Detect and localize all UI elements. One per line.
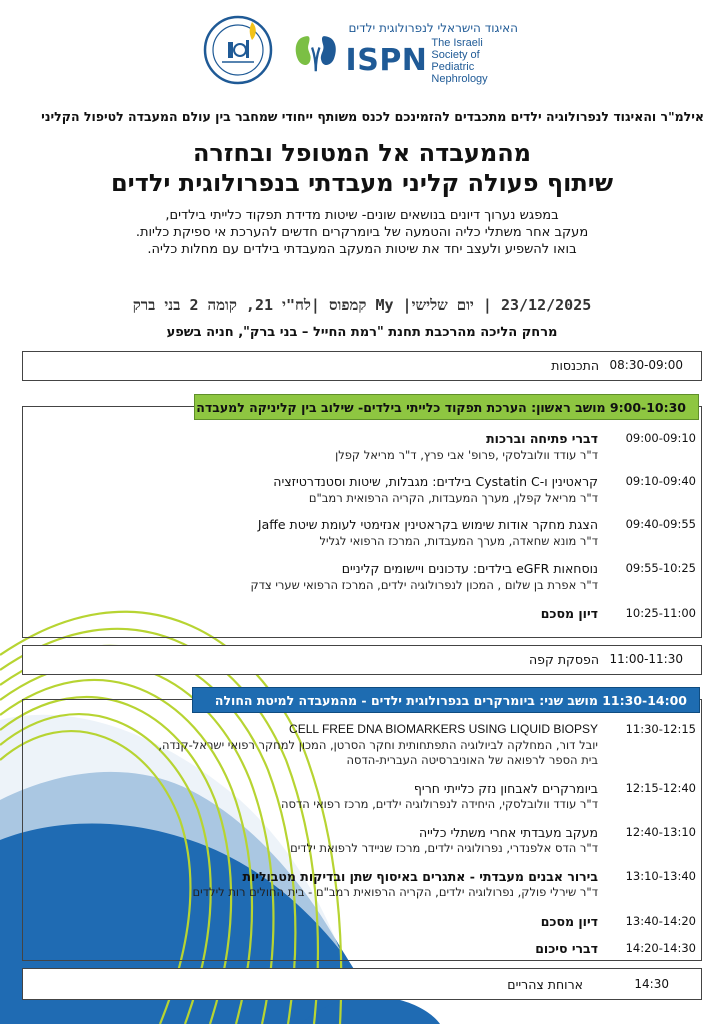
description-line3: בואו להשפיע ולעצב יחד את שיטות המעקב המעבדתי בילדים עם מחלות כליה. — [147, 242, 577, 257]
agenda-time: 13:10-13:40 — [625, 869, 696, 883]
coffee-break-time: 11:00-11:30 — [609, 652, 683, 666]
agenda-title: ביומרקרים לאבחון נזק כלייתי חריף — [413, 781, 598, 796]
agenda-time: 09:40-09:55 — [625, 517, 696, 531]
date-venue-line: 23/12/2025 | יום שלישי| My קמפוס |לח"י 21, קומה 2 בני ברק — [132, 296, 592, 314]
session2-banner-text: 11:30-14:00 מושב שני: ביומרקרים בנפרולוגית ילדים - מהמעבדה למיטת החולה — [214, 692, 687, 708]
agenda-speaker: ד"ר עודד וולובלסקי, היחידה לנפרולוגיה ילדים, מרכז רפואי הדסה — [280, 797, 598, 811]
lunch-row — [22, 968, 702, 1000]
description-line2: מעקב אחר משתלי כליה והטמעה של ביומרקרים חדשים להערכת אי ספיקת כליות. — [135, 225, 589, 240]
description-line1: במפגש נערוך דיונים בנושאים שונים- שיטות מדידת תפקוד כלייתי בילדים, — [165, 208, 559, 223]
agenda-title: CELL FREE DNA BIOMARKERS USING LIQUID BIOPSY — [289, 722, 598, 736]
registration-label: התכנסות — [551, 358, 599, 373]
session1-banner-text: 9:00-10:30 מושב ראשון: הערכת תפקוד כלייתי בילדים- שילוב בין קליניקה למעבדה — [196, 399, 686, 415]
agenda-speaker: ד"ר שירלי פולק, נפרולוגיה ילדים, הקריה הרפואית רמב"ם - בית החולים רות לילדים — [192, 885, 598, 899]
lunch-time: 14:30 — [634, 977, 669, 991]
agenda-speaker-line2: בית הספר לרפואה של האוניברסיטה העברית-הדסה — [346, 753, 598, 767]
agenda-speaker: יובל דור, המחלקה לביולוגיה התפתחותית וחקר הסרטן, המכון למחקר רפואי ישראל-קנדה, — [158, 738, 598, 752]
agenda-title: דיון מסכם — [540, 606, 598, 621]
agenda-speaker: ד"ר עודד וולובלסקי ,פרופ' אבי פרץ, ד"ר מריאל קפלן — [335, 448, 598, 462]
agenda-time: 12:40-13:10 — [625, 825, 696, 839]
event-description — [0, 207, 724, 258]
agenda-time: 09:55-10:25 — [625, 561, 696, 575]
registration-time: 08:30-09:00 — [609, 358, 683, 372]
kidney-logo-icon — [292, 27, 340, 79]
agenda-time: 09:10-09:40 — [625, 474, 696, 488]
agenda-speaker: ד"ר אפרת בן שלום , המכון לנפרולוגיה ילדים, המרכז הרפואי שערי צדק — [250, 578, 598, 592]
clinical-lab-society-seal-icon — [202, 14, 274, 86]
ispn-logo — [292, 22, 518, 84]
agenda-time: 13:40-14:20 — [625, 914, 696, 928]
agenda-time: 12:15-12:40 — [625, 781, 696, 795]
registration-row — [22, 351, 702, 381]
session2-banner — [192, 687, 700, 713]
agenda-speaker: ד"ר מונא שחאדה, מערך המעבדות, המרכז הרפואי לגליל — [319, 534, 598, 548]
page-title-line2: שיתוף פעולה קליני מעבדתי בנפרולוגית ילדים — [110, 169, 614, 197]
agenda-speaker: ד"ר הדס אלפנדרי, נפרולוגיה ילדים, מרכז שניידר לרפואת ילדים — [290, 841, 598, 855]
agenda-speaker: ד"ר מריאל קפלן, מערך המעבדות, הקריה הרפואית רמב"ם — [308, 491, 598, 505]
agenda-title: מעקב מעבדתי אחרי משתלי כלייה — [419, 825, 598, 840]
agenda-title: בירור אבנים מעבדתי - אתגרים באיסוף שתן ובדיקות מטבוליות — [242, 869, 598, 884]
agenda-title: נוסחאות eGFR בילדים: עדכונים ויישומים קליניים — [341, 561, 598, 576]
ispn-hebrew-name: האיגוד הישראלי לנפרולוגית ילדים — [348, 21, 518, 35]
coffee-break-row — [22, 645, 702, 675]
intro-invitation-text: אילמ"ר והאיגוד לנפרולוגיה ילדים מתכבדים להזמינכם לכנס משותף ייחודי שמחבר בין עולם המעבדה לטיפול הקליני — [41, 109, 704, 124]
agenda-time: 14:20-14:30 — [625, 941, 696, 955]
agenda-time: 09:00-09:10 — [625, 431, 696, 445]
agenda-title: דברי פתיחה וברכות — [486, 431, 598, 446]
ispn-acronym: ISPN — [345, 43, 428, 78]
agenda-title: קראטינין ו-Cystatin C בילדים: מגבלות, שיטות וסטנדרטיזציה — [273, 474, 598, 489]
walking-distance-note: מרחק הליכה מהרכבת תחנת "רמת החייל – בני ברק", חניה בשפע — [166, 325, 558, 340]
ispn-english-line2: Pediatric Nephrology — [431, 61, 488, 85]
session1-banner — [194, 394, 699, 420]
agenda-title: דיון מסכם — [540, 914, 598, 929]
lunch-label: ארוחת צהריים — [507, 977, 583, 992]
page-title-line1: מהמעבדה אל המטופל ובחזרה — [192, 139, 532, 167]
agenda-title: הצגת מחקר אודות שימוש בקראטינין אנזימטי לעומת שיטת Jaffe — [257, 517, 598, 532]
coffee-break-label: הפסקת קפה — [529, 652, 599, 667]
agenda-time: 10:25-11:00 — [625, 606, 696, 620]
agenda-time: 11:30-12:15 — [625, 722, 696, 736]
agenda-title: דברי סיכום — [535, 941, 598, 956]
ispn-english-line1: The Israeli Society of — [431, 37, 483, 61]
